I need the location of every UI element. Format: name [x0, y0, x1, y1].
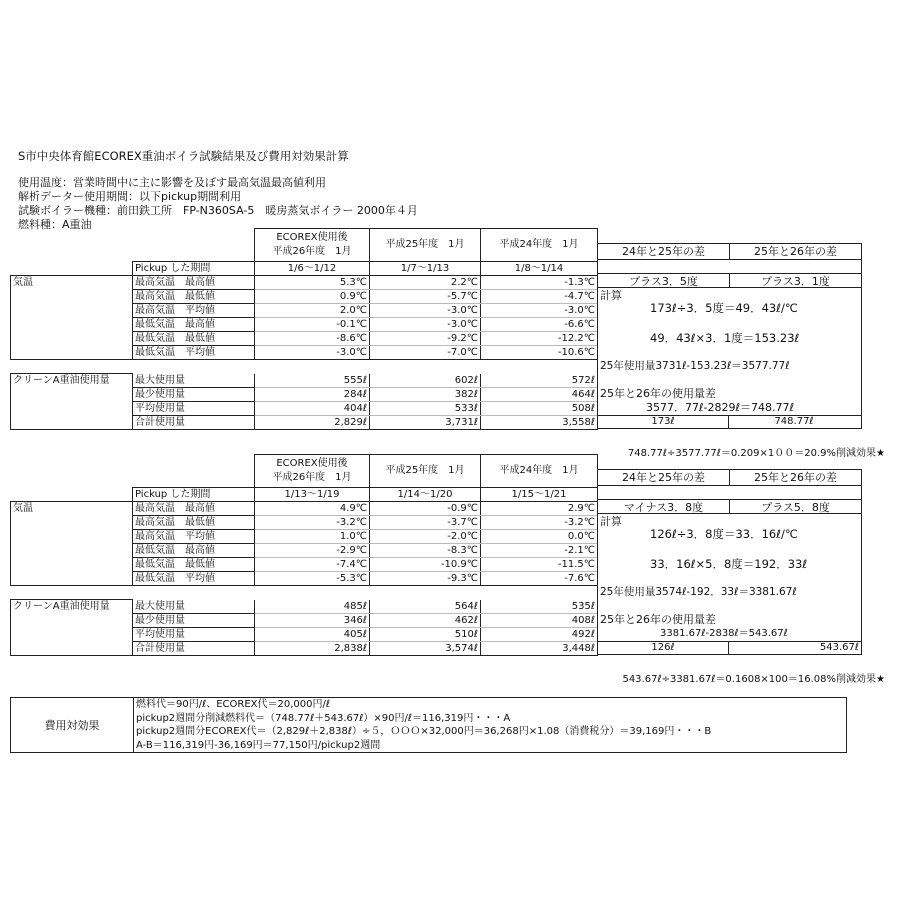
row-label: 最高気温 最高値 [133, 276, 255, 290]
temperature-value: -2.0℃ [370, 530, 481, 544]
group-label-fuel: クリーンA重油使用量 [11, 600, 133, 656]
column-header [481, 455, 598, 488]
info-line: 試験ボイラー機種：前田鉄工所 FP-N360SA-5 暖房蒸気ボイラー 2000年４月 [18, 204, 418, 217]
group-label-fuel: クリーンA重油使用量 [11, 374, 133, 430]
fuel-value: 2,829ℓ [255, 415, 370, 429]
temperature-value: -1.3℃ [481, 276, 598, 290]
cost-line: 燃料代＝90円/ℓ、ECOREX代＝20,000円/ℓ [136, 699, 331, 710]
calc-line: 3381.67ℓ-2838ℓ＝543.67ℓ [660, 628, 788, 639]
row-label: 最低気温 平均値 [133, 346, 255, 360]
temperature-value: 0.9℃ [255, 290, 370, 304]
cost-line: pickup2週間分削減燃料代＝（748.77ℓ＋543.67ℓ）×90円/ℓ＝116,319円・・・A [136, 712, 511, 724]
temperature-value: 0.0℃ [481, 530, 598, 544]
pickup-period: 1/14～1/20 [370, 488, 481, 502]
row-label: 最低気温 平均値 [133, 572, 255, 586]
cost-line: pickup2週間分ECOREX代＝（2,829ℓ＋2,838ℓ）÷５，ＯＯＯ×32,000円＝36,268円×1.08（消費税分）＝39,169円・・・B [136, 726, 712, 737]
fuel-value: 346ℓ [255, 613, 370, 627]
temperature-value: -5.7℃ [370, 290, 481, 304]
fuel-value: 3,574ℓ [370, 641, 481, 655]
temperature-value: -9.3℃ [370, 572, 481, 586]
row-label: 合計使用量 [133, 415, 255, 429]
temperature-value: -0.1℃ [255, 318, 370, 332]
temperature-value: -3.0℃ [370, 304, 481, 318]
fuel-value: 2,838ℓ [255, 641, 370, 655]
fuel-value: 564ℓ [370, 600, 481, 614]
temperature-value: -6.6℃ [481, 318, 598, 332]
diff-header: 24年と25年の差 [622, 471, 705, 484]
document-title: S市中央体育館ECOREX重油ボイラ試験結果及び費用対効果計算 [18, 149, 349, 163]
temperature-value: -7.6℃ [481, 572, 598, 586]
fuel-value: 485ℓ [255, 600, 370, 614]
calc-line: 3577．77ℓ-2829ℓ＝748.77ℓ [646, 401, 795, 414]
reduction-result: 543.67ℓ÷3381.67ℓ＝0.1608×100＝16.08%削減効果★ [622, 674, 885, 685]
data-table [10, 454, 598, 656]
column-header [255, 229, 370, 262]
calc-label: 計算 [600, 289, 622, 302]
group-label-temperature: 気温 [11, 276, 133, 360]
temp-difference: マイナス3．8度 [623, 501, 704, 514]
fuel-value: 533ℓ [370, 401, 481, 415]
row-label: 最低気温 最高値 [133, 544, 255, 558]
row-label: 合計使用量 [133, 641, 255, 655]
row-label: 最低気温 最低値 [133, 332, 255, 346]
temperature-value: -3.0℃ [370, 318, 481, 332]
fuel-value: 382ℓ [370, 387, 481, 401]
temperature-value: -11.5℃ [481, 558, 598, 572]
info-line: 解析データー使用期間：以下pickup期間利用 [18, 190, 242, 203]
fuel-value: 404ℓ [255, 401, 370, 415]
temperature-value: -7.4℃ [255, 558, 370, 572]
fuel-value: 3,448ℓ [481, 641, 598, 655]
fuel-value: 405ℓ [255, 627, 370, 641]
column-header-line: ECOREX使用後 [276, 458, 348, 469]
column-header [370, 229, 481, 262]
pickup-period: 1/13～1/19 [255, 488, 370, 502]
total-difference: 126ℓ [651, 642, 675, 653]
temperature-value: 2.9℃ [481, 502, 598, 516]
pickup-period: 1/6～1/12 [255, 262, 370, 276]
fuel-value: 535ℓ [481, 600, 598, 614]
temperature-value: -10.9℃ [370, 558, 481, 572]
fuel-value: 462ℓ [370, 613, 481, 627]
temperature-value: -4.7℃ [481, 290, 598, 304]
pickup-period: 1/7～1/13 [370, 262, 481, 276]
row-label: 最高気温 最高値 [133, 502, 255, 516]
column-header-line: 平成26年度 1月 [272, 472, 352, 483]
calc-line: 173ℓ÷3．5度＝49．43ℓ/℃ [650, 301, 798, 315]
row-label: 最大使用量 [133, 374, 255, 388]
row-label: 最高気温 最低値 [133, 290, 255, 304]
temperature-value: -12.2℃ [481, 332, 598, 346]
column-header-line: 平成24年度 1月 [499, 465, 579, 476]
temperature-value: 1.0℃ [255, 530, 370, 544]
temperature-value: -3.2℃ [481, 516, 598, 530]
total-difference: 173ℓ [651, 416, 675, 427]
reduction-result: 748.77ℓ÷3577.77ℓ＝0.209×1００＝20.9%削減効果★ [627, 448, 885, 459]
temperature-value: 2.2℃ [370, 276, 481, 290]
info-line: 使用温度：営業時間中に主に影響を及ぼす最高気温最高値利用 [18, 176, 326, 189]
temperature-value: -2.9℃ [255, 544, 370, 558]
column-header [255, 455, 370, 488]
temperature-value: -3.0℃ [255, 346, 370, 360]
temperature-value: -5.3℃ [255, 572, 370, 586]
fuel-value: 3,558ℓ [481, 415, 598, 429]
total-difference: 748.77ℓ [728, 416, 861, 428]
row-label: 最高気温 平均値 [133, 530, 255, 544]
column-header-line: 平成24年度 1月 [499, 239, 579, 250]
group-label-temperature: 気温 [11, 502, 133, 586]
fuel-value: 284ℓ [255, 387, 370, 401]
column-header [481, 229, 598, 262]
column-header-line: 平成26年度 1月 [272, 246, 352, 257]
temperature-value: 2.0℃ [255, 304, 370, 318]
temp-difference: プラス5．8度 [729, 500, 861, 513]
temperature-value: 5.3℃ [255, 276, 370, 290]
row-label: 最少使用量 [133, 387, 255, 401]
calc-line: 49．43ℓ×3．1度＝153.23ℓ [650, 331, 800, 345]
pickup-label: Pickup した期間 [133, 262, 255, 276]
calc-label: 計算 [600, 515, 622, 528]
column-header [370, 455, 481, 488]
fuel-value: 408ℓ [481, 613, 598, 627]
diff-header: 24年と25年の差 [622, 245, 705, 258]
calc-line: 25年使用量3731ℓ-153.23ℓ＝3577.77ℓ [600, 360, 790, 372]
row-label: 平均使用量 [133, 627, 255, 641]
cost-line: A-B＝116,319円-36,169円＝77,150円/pickup2週間 [136, 739, 381, 751]
row-label: 最高気温 平均値 [133, 304, 255, 318]
temperature-value: -3.0℃ [481, 304, 598, 318]
temperature-value: -10.6℃ [481, 346, 598, 360]
calc-line: 33．16ℓ×5．8度＝192．33ℓ [650, 557, 808, 571]
info-line: 燃料種：A重油 [18, 218, 92, 231]
row-label: 最低気温 最低値 [133, 558, 255, 572]
temperature-value: -7.0℃ [370, 346, 481, 360]
calc-line: 126ℓ÷3．8度＝33．16ℓ/℃ [650, 527, 798, 541]
fuel-value: 510ℓ [370, 627, 481, 641]
row-label: 最低気温 最高値 [133, 318, 255, 332]
row-label: 最大使用量 [133, 600, 255, 614]
fuel-value: 508ℓ [481, 401, 598, 415]
pickup-period: 1/8～1/14 [481, 262, 598, 276]
temperature-value: 4.9℃ [255, 502, 370, 516]
cost-label: 費用対効果 [11, 698, 134, 752]
row-label: 最高気温 最低値 [133, 516, 255, 530]
diff-header: 25年と26年の差 [729, 470, 861, 485]
pickup-label: Pickup した期間 [133, 488, 255, 502]
fuel-value: 572ℓ [481, 374, 598, 388]
temp-difference: プラス3．1度 [729, 274, 861, 287]
temperature-value: -0.9℃ [370, 502, 481, 516]
cost-effectiveness-table [10, 697, 847, 753]
temp-difference: プラス3．5度 [629, 275, 698, 288]
calc-line: 25年使用量3574ℓ-192．33ℓ＝3381.67ℓ [600, 586, 797, 598]
fuel-value: 555ℓ [255, 374, 370, 388]
temperature-value: -2.1℃ [481, 544, 598, 558]
temperature-value: -8.6℃ [255, 332, 370, 346]
fuel-value: 602ℓ [370, 374, 481, 388]
fuel-value: 464ℓ [481, 387, 598, 401]
total-difference: 543.67ℓ [728, 642, 861, 654]
column-header-line: 平成25年度 1月 [385, 465, 465, 476]
row-label: 最少使用量 [133, 613, 255, 627]
temperature-value: -9.2℃ [370, 332, 481, 346]
diff-header: 25年と26年の差 [729, 244, 861, 259]
pickup-period: 1/15～1/21 [481, 488, 598, 502]
fuel-value: 3,731ℓ [370, 415, 481, 429]
calc-line: 25年と26年の使用量差 [600, 613, 716, 626]
row-label: 平均使用量 [133, 401, 255, 415]
temperature-value: -3.2℃ [255, 516, 370, 530]
column-header-line: ECOREX使用後 [276, 232, 348, 243]
temperature-value: -3.7℃ [370, 516, 481, 530]
column-header-line: 平成25年度 1月 [385, 239, 465, 250]
temperature-value: -8.3℃ [370, 544, 481, 558]
fuel-value: 492ℓ [481, 627, 598, 641]
data-table [10, 228, 598, 430]
calc-line: 25年と26年の使用量差 [600, 387, 716, 400]
